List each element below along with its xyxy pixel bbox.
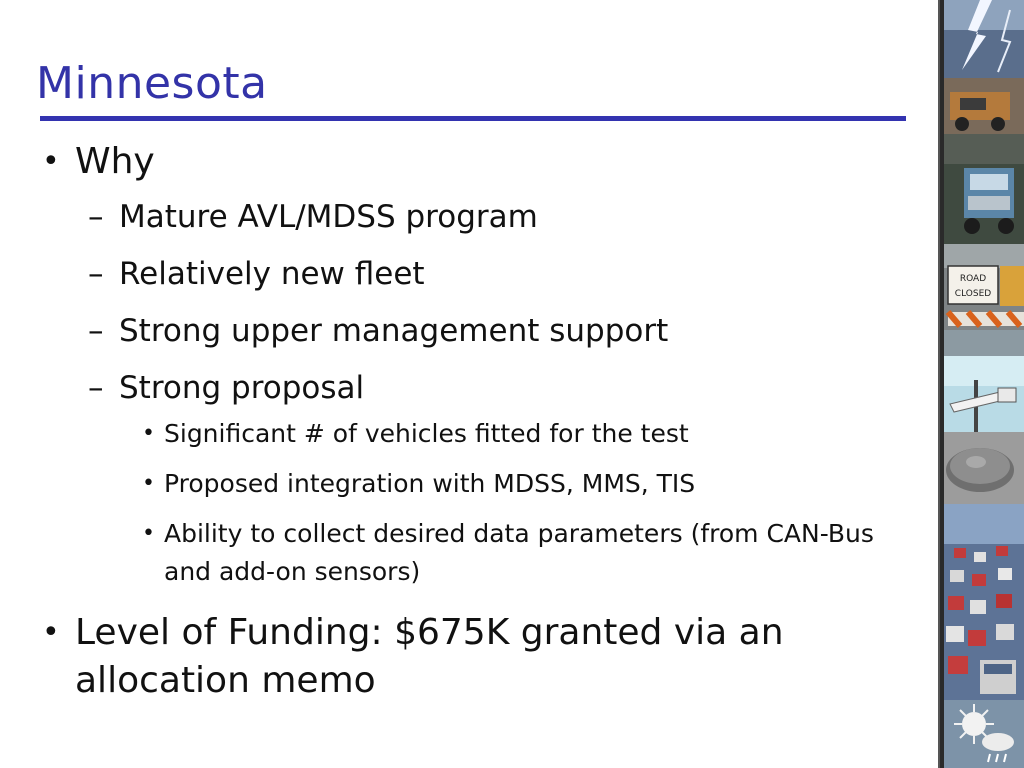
bullet-dot-icon: •: [142, 421, 155, 446]
bullet-dash-icon: –: [88, 256, 104, 292]
bullet-text: Mature AVL/MDSS program: [119, 199, 538, 235]
maintenance-truck-icon: [944, 78, 1024, 134]
bullet-text: Relatively new fleet: [119, 256, 425, 292]
bullet-dot-icon: •: [142, 521, 155, 546]
anemometer-icon: [944, 356, 1024, 432]
bullet-level1: [40, 609, 920, 705]
bullet-level3: [40, 415, 920, 453]
bullet-text: Level of Funding: $675K granted via an allocation memo: [75, 612, 784, 701]
bullet-dash-icon: –: [88, 370, 104, 406]
bullet-text: Why: [75, 141, 155, 182]
pavement-sensor-icon: [944, 432, 1024, 504]
semi-truck-icon: [944, 134, 1024, 244]
bullet-text: Strong proposal: [119, 370, 365, 406]
svg-text:CLOSED: CLOSED: [954, 289, 992, 299]
photo-strip: [940, 0, 1024, 768]
bullet-dash-icon: –: [88, 313, 104, 349]
weather-symbol-icon: [944, 700, 1024, 768]
svg-text:ROAD: ROAD: [959, 274, 987, 284]
slide-body: [40, 138, 920, 705]
bullet-level2: [40, 253, 920, 295]
bullet-dash-icon: –: [88, 199, 104, 235]
lightning-storm-icon: [944, 0, 1024, 78]
bullet-level1: [40, 138, 920, 186]
bullet-dot-icon: •: [42, 615, 60, 650]
title-underline: [40, 116, 906, 121]
bullet-text: Proposed integration with MDSS, MMS, TIS: [164, 469, 696, 498]
bullet-level2: [40, 196, 920, 238]
bullet-text: Significant # of vehicles fitted for the test: [164, 419, 689, 448]
bullet-level2: [40, 367, 920, 409]
traffic-jam-icon: [944, 504, 1024, 700]
bullet-dot-icon: •: [42, 144, 60, 179]
slide-title: Minnesota: [36, 58, 268, 109]
bullet-text: Ability to collect desired data parameters (from CAN-Bus and add-on sensors): [164, 519, 874, 586]
bullet-dot-icon: •: [142, 471, 155, 496]
bullet-level3: [40, 515, 920, 591]
bullet-text: Strong upper management support: [119, 313, 669, 349]
bullet-level2: [40, 310, 920, 352]
bullet-level3: [40, 465, 920, 503]
road-closed-sign-icon: [944, 244, 1024, 356]
